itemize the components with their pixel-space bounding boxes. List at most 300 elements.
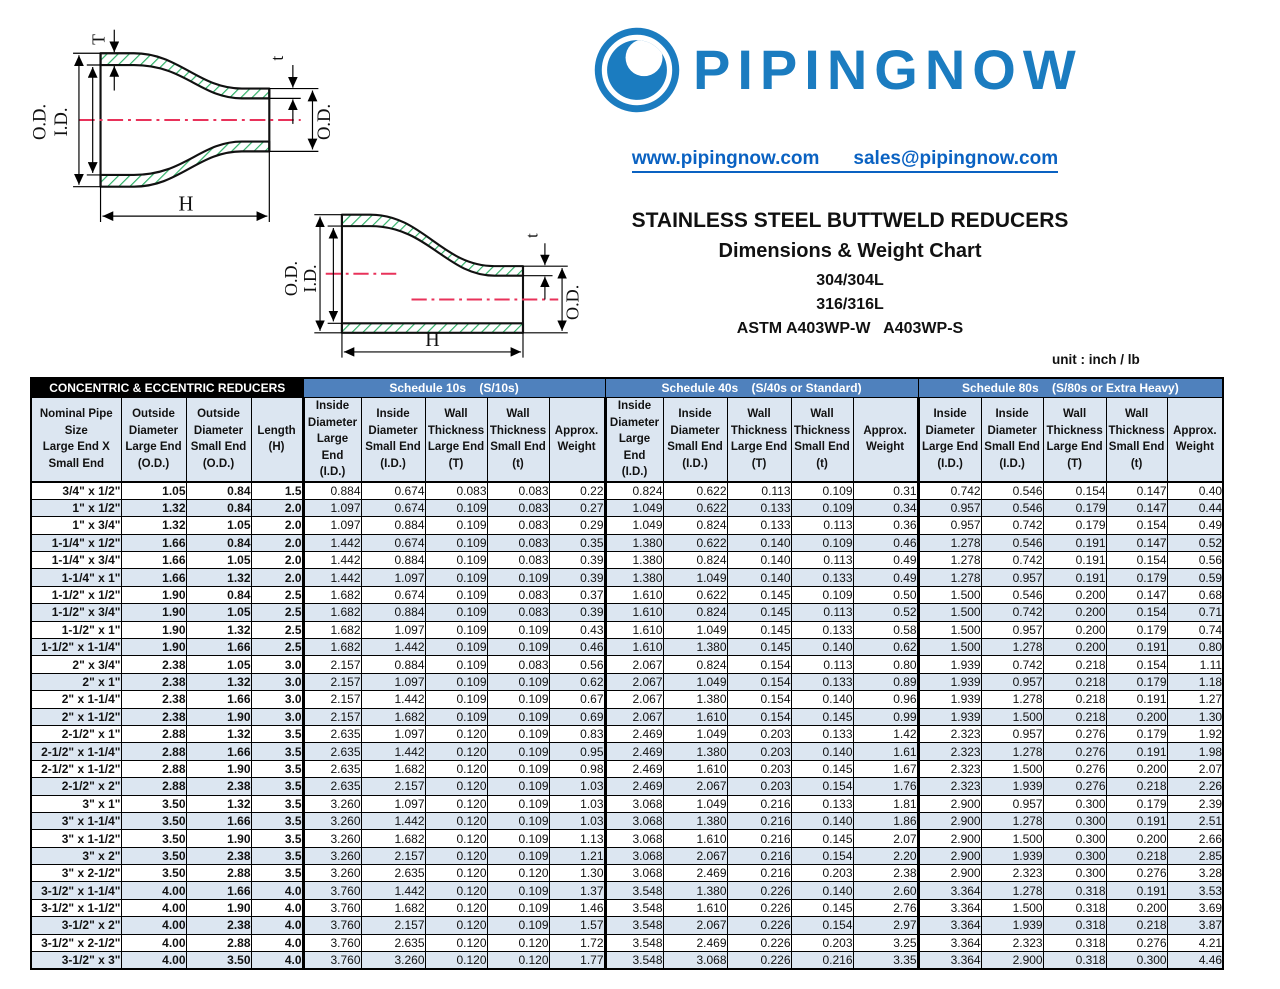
table-row [31, 760, 1223, 777]
table-cell: 0.109 [487, 882, 549, 899]
table-cell: 0.109 [791, 534, 853, 551]
table-cell: 1.03 [549, 795, 605, 812]
table-cell: 2.635 [303, 760, 361, 777]
table-cell: 1.03 [549, 812, 605, 829]
table-cell: 3.548 [605, 917, 663, 934]
table-cell: 0.083 [487, 534, 549, 551]
table-cell: 2.635 [361, 865, 425, 882]
table-cell: 4.0 [251, 882, 303, 899]
table-cell: 0.218 [1043, 673, 1106, 690]
table-cell: 2.38 [121, 708, 186, 725]
table-cell: 0.154 [727, 691, 791, 708]
table-cell: 0.154 [727, 673, 791, 690]
table-cell: 0.083 [487, 586, 549, 603]
table-row [31, 586, 1223, 603]
dim-label-od-large: O.D. [29, 103, 51, 141]
row-size-cell: 2-1/2" x 2" [31, 778, 121, 795]
astm-spec: ASTM A403WP-W A403WP-S [736, 320, 964, 337]
table-cell: 0.218 [1106, 847, 1167, 864]
table-cell: 0.80 [1167, 639, 1223, 656]
table-cell: 0.546 [981, 499, 1043, 516]
table-cell: 2.38 [186, 847, 251, 864]
table-cell: 0.154 [1106, 656, 1167, 673]
table-cell: 0.62 [853, 639, 918, 656]
table-cell: 2.323 [981, 865, 1043, 882]
table-cell: 0.120 [425, 760, 487, 777]
table-cell: 1.610 [663, 708, 727, 725]
table-cell: 0.218 [1106, 778, 1167, 795]
table-cell: 0.145 [727, 586, 791, 603]
table-cell: 0.62 [549, 673, 605, 690]
table-cell: 0.674 [361, 499, 425, 516]
table-cell: 0.147 [1106, 586, 1167, 603]
table-cell: 0.109 [487, 795, 549, 812]
group-header-1: Schedule 10s (S/10s) [303, 378, 605, 398]
table-cell: 0.120 [487, 952, 549, 970]
table-cell: 0.083 [487, 517, 549, 534]
table-cell: 1.097 [361, 725, 425, 742]
table-cell: 1.278 [981, 812, 1043, 829]
table-row [31, 708, 1223, 725]
table-cell: 1.278 [981, 743, 1043, 760]
table-cell: 2.5 [251, 586, 303, 603]
dim-label-wall-large: T [88, 34, 109, 45]
table-cell: 1.32 [186, 621, 251, 638]
table-cell: 1.278 [918, 569, 981, 586]
table-cell: 0.674 [361, 482, 425, 500]
top-wall [101, 53, 270, 98]
table-cell: 0.109 [425, 552, 487, 569]
table-cell: 1.682 [303, 604, 361, 621]
table-cell: 0.145 [727, 639, 791, 656]
table-cell: 0.154 [791, 778, 853, 795]
table-cell: 0.742 [981, 517, 1043, 534]
table-cell: 1.049 [605, 499, 663, 516]
table-cell: 3.5 [251, 812, 303, 829]
table-cell: 0.120 [425, 952, 487, 970]
table-cell: 0.120 [425, 865, 487, 882]
table-cell: 1.66 [186, 812, 251, 829]
table-cell: 0.140 [791, 743, 853, 760]
table-cell: 2.900 [918, 847, 981, 864]
table-cell: 1.90 [121, 586, 186, 603]
table-cell: 0.133 [791, 569, 853, 586]
table-cell: 1.380 [663, 639, 727, 656]
table-cell: 0.140 [791, 691, 853, 708]
table-cell: 1.278 [981, 639, 1043, 656]
table-cell: 1.049 [663, 569, 727, 586]
table-row [31, 865, 1223, 882]
table-row [31, 812, 1223, 829]
table-cell: 1.442 [361, 691, 425, 708]
table-cell: 0.318 [1043, 952, 1106, 970]
table-cell: 1.90 [186, 899, 251, 916]
table-cell: 1.76 [853, 778, 918, 795]
table-cell: 3.364 [918, 952, 981, 970]
row-size-cell: 1" x 3/4" [31, 517, 121, 534]
table-cell: 0.742 [981, 604, 1043, 621]
table-cell: 1.610 [605, 586, 663, 603]
table-cell: 0.300 [1043, 795, 1106, 812]
table-cell: 0.083 [487, 552, 549, 569]
table-cell: 0.29 [549, 517, 605, 534]
dim-label-length: H [178, 193, 194, 216]
row-size-cell: 2" x 1-1/2" [31, 708, 121, 725]
table-cell: 4.00 [121, 934, 186, 951]
table-cell: 0.36 [853, 517, 918, 534]
table-cell: 0.884 [361, 552, 425, 569]
table-cell: 2.067 [663, 778, 727, 795]
table-cell: 1.42 [853, 725, 918, 742]
table-cell: 0.200 [1043, 621, 1106, 638]
row-size-cell: 2" x 1" [31, 673, 121, 690]
table-cell: 0.191 [1106, 639, 1167, 656]
table-cell: 3.50 [121, 830, 186, 847]
table-cell: 1.32 [121, 499, 186, 516]
table-cell: 0.58 [853, 621, 918, 638]
table-cell: 1.500 [981, 899, 1043, 916]
table-cell: 0.546 [981, 586, 1043, 603]
table-cell: 1.097 [303, 517, 361, 534]
table-cell: 2.85 [1167, 847, 1223, 864]
table-cell: 1.380 [663, 691, 727, 708]
table-cell: 0.109 [487, 778, 549, 795]
table-cell: 2.0 [251, 517, 303, 534]
table-cell: 3.364 [918, 882, 981, 899]
table-cell: 1.05 [121, 482, 186, 500]
table-row [31, 482, 1223, 500]
table-cell: 2.157 [361, 778, 425, 795]
table-cell: 1.049 [663, 795, 727, 812]
table-cell: 0.154 [791, 917, 853, 934]
table-cell: 0.154 [727, 656, 791, 673]
table-cell: 0.203 [727, 725, 791, 742]
table-cell: 0.145 [727, 604, 791, 621]
grade-304: 304/304L [816, 272, 884, 289]
table-cell: 0.56 [1167, 552, 1223, 569]
table-cell: 0.957 [981, 621, 1043, 638]
table-row [31, 673, 1223, 690]
table-cell: 4.00 [121, 917, 186, 934]
table-row [31, 778, 1223, 795]
table-cell: 1.32 [121, 517, 186, 534]
table-cell: 0.109 [425, 517, 487, 534]
table-cell: 0.120 [425, 917, 487, 934]
table-cell: 1.380 [663, 743, 727, 760]
column-header: Approx. Weight [1167, 398, 1223, 482]
table-cell: 1.500 [981, 708, 1043, 725]
table-cell: 0.120 [425, 778, 487, 795]
table-cell: 2.88 [121, 743, 186, 760]
table-cell: 4.0 [251, 899, 303, 916]
table-cell: 1.66 [121, 534, 186, 551]
table-cell: 2.51 [1167, 812, 1223, 829]
table-cell: 1.610 [663, 899, 727, 916]
table-cell: 3.5 [251, 760, 303, 777]
table-cell: 0.300 [1043, 830, 1106, 847]
table-cell: 0.226 [727, 952, 791, 970]
grade-316: 316/316L [816, 296, 884, 313]
table-cell: 0.318 [1043, 934, 1106, 951]
table-cell: 1.90 [186, 708, 251, 725]
table-cell: 3.35 [853, 952, 918, 970]
table-row [31, 882, 1223, 899]
table-cell: 0.133 [791, 725, 853, 742]
table-cell: 0.674 [361, 534, 425, 551]
table-cell: 1.380 [663, 882, 727, 899]
table-cell: 3.068 [605, 865, 663, 882]
table-cell: 4.00 [121, 882, 186, 899]
table-row [31, 691, 1223, 708]
table-cell: 2.469 [663, 934, 727, 951]
table-cell: 0.622 [663, 534, 727, 551]
table-cell: 2.5 [251, 621, 303, 638]
table-cell: 3.5 [251, 778, 303, 795]
row-size-cell: 1-1/4" x 1" [31, 569, 121, 586]
table-cell: 0.216 [727, 830, 791, 847]
table-cell: 0.109 [425, 673, 487, 690]
table-cell: 0.884 [303, 482, 361, 500]
dim-label-wall-small: t [267, 55, 288, 61]
table-cell: 0.109 [487, 725, 549, 742]
table-cell: 0.300 [1043, 865, 1106, 882]
column-header: Inside Diameter Large End (I.D.) [605, 398, 663, 482]
table-cell: 0.200 [1043, 586, 1106, 603]
table-cell: 0.957 [981, 725, 1043, 742]
table-cell: 0.154 [727, 708, 791, 725]
table-cell: 0.89 [853, 673, 918, 690]
table-cell: 0.226 [727, 934, 791, 951]
table-cell: 0.109 [425, 691, 487, 708]
row-size-cell: 3" x 1" [31, 795, 121, 812]
table-cell: 3.5 [251, 830, 303, 847]
table-cell: 2.900 [981, 952, 1043, 970]
table-cell: 3.760 [303, 952, 361, 970]
group-header-2: Schedule 40s (S/40s or Standard) [605, 378, 918, 398]
table-cell: 0.74 [1167, 621, 1223, 638]
table-cell: 0.52 [853, 604, 918, 621]
table-cell: 0.276 [1043, 743, 1106, 760]
column-header: Nominal Pipe Size Large End X Small End [31, 398, 121, 482]
row-size-cell: 1-1/2" x 1/2" [31, 586, 121, 603]
table-cell: 0.318 [1043, 917, 1106, 934]
table-cell: 0.145 [791, 830, 853, 847]
table-cell: 1.097 [361, 621, 425, 638]
table-cell: 0.83 [549, 725, 605, 742]
table-cell: 0.109 [487, 621, 549, 638]
table-cell: 0.179 [1043, 517, 1106, 534]
table-cell: 1.610 [605, 604, 663, 621]
table-cell: 3.548 [605, 934, 663, 951]
table-cell: 3.69 [1167, 899, 1223, 916]
table-cell: 0.276 [1106, 865, 1167, 882]
row-size-cell: 3/4" x 1/2" [31, 482, 121, 500]
dim-label-id-large: I.D. [300, 264, 321, 293]
table-cell: 0.59 [1167, 569, 1223, 586]
table-cell: 0.109 [487, 917, 549, 934]
table-cell: 2.157 [303, 708, 361, 725]
table-cell: 0.140 [727, 534, 791, 551]
table-cell: 0.84 [186, 499, 251, 516]
table-cell: 1.72 [549, 934, 605, 951]
table-cell: 2.635 [361, 934, 425, 951]
table-cell: 2.157 [361, 917, 425, 934]
table-cell: 1.61 [853, 743, 918, 760]
row-size-cell: 3-1/2" x 2-1/2" [31, 934, 121, 951]
table-cell: 3.260 [303, 847, 361, 864]
table-cell: 0.300 [1043, 847, 1106, 864]
table-cell: 0.742 [981, 656, 1043, 673]
row-size-cell: 1" x 1/2" [31, 499, 121, 516]
table-cell: 2.38 [121, 691, 186, 708]
table-cell: 1.610 [605, 621, 663, 638]
table-cell: 0.34 [853, 499, 918, 516]
table-cell: 0.191 [1106, 691, 1167, 708]
table-cell: 2.469 [605, 778, 663, 795]
table-cell: 0.109 [425, 499, 487, 516]
table-cell: 1.21 [549, 847, 605, 864]
column-header: Outside Diameter Large End (O.D.) [121, 398, 186, 482]
table-cell: 1.682 [303, 621, 361, 638]
table-cell: 0.120 [425, 830, 487, 847]
table-cell: 0.109 [425, 586, 487, 603]
table-cell: 1.939 [981, 917, 1043, 934]
table-cell: 2.635 [303, 778, 361, 795]
table-cell: 0.200 [1106, 708, 1167, 725]
table-cell: 1.380 [663, 812, 727, 829]
table-cell: 0.140 [791, 639, 853, 656]
table-cell: 2.0 [251, 552, 303, 569]
table-cell: 0.884 [361, 604, 425, 621]
table-cell: 1.097 [361, 673, 425, 690]
table-cell: 0.957 [981, 673, 1043, 690]
table-cell: 0.109 [425, 534, 487, 551]
table-cell: 1.66 [186, 743, 251, 760]
table-cell: 0.147 [1106, 534, 1167, 551]
table-cell: 2.26 [1167, 778, 1223, 795]
table-cell: 2.635 [303, 725, 361, 742]
table-cell: 4.0 [251, 934, 303, 951]
table-cell: 0.200 [1043, 639, 1106, 656]
row-size-cell: 3-1/2" x 1-1/4" [31, 882, 121, 899]
table-cell: 3.28 [1167, 865, 1223, 882]
email-link[interactable]: sales@pipingnow.com [853, 148, 1059, 169]
table-cell: 1.66 [121, 569, 186, 586]
table-cell: 0.84 [186, 534, 251, 551]
table-cell: 0.191 [1106, 743, 1167, 760]
table-cell: 3.50 [121, 795, 186, 812]
table-cell: 2.07 [1167, 760, 1223, 777]
table-cell: 2.0 [251, 569, 303, 586]
table-cell: 1.500 [981, 830, 1043, 847]
table-row [31, 499, 1223, 516]
dim-label-id-large: I.D. [51, 107, 73, 137]
table-cell: 3.068 [663, 952, 727, 970]
table-cell: 2.900 [918, 812, 981, 829]
column-header: Inside Diameter Large End (I.D.) [918, 398, 981, 482]
table-cell: 1.682 [361, 830, 425, 847]
table-cell: 0.191 [1043, 552, 1106, 569]
table-row [31, 725, 1223, 742]
table-cell: 0.179 [1043, 499, 1106, 516]
table-cell: 1.442 [303, 534, 361, 551]
table-cell: 0.154 [1106, 552, 1167, 569]
row-size-cell: 1-1/2" x 1-1/4" [31, 639, 121, 656]
table-group-header-row [31, 378, 1223, 398]
logo [593, 26, 1083, 114]
table-cell: 0.191 [1043, 569, 1106, 586]
table-cell: 0.95 [549, 743, 605, 760]
table-cell: 1.610 [663, 760, 727, 777]
contact-links [600, 148, 1090, 173]
table-cell: 1.90 [121, 621, 186, 638]
table-cell: 3.87 [1167, 917, 1223, 934]
table-cell: 0.218 [1106, 917, 1167, 934]
top-wall [342, 215, 523, 276]
table-cell: 0.35 [549, 534, 605, 551]
column-header: Wall Thickness Small End (t) [487, 398, 549, 482]
table-row [31, 899, 1223, 916]
table-cell: 0.109 [791, 482, 853, 500]
table-cell: 3.760 [303, 882, 361, 899]
row-size-cell: 3" x 1-1/2" [31, 830, 121, 847]
dim-label-od-large: O.D. [281, 260, 302, 297]
website-link[interactable]: www.pipingnow.com [631, 148, 820, 169]
table-row [31, 517, 1223, 534]
table-cell: 2.067 [605, 673, 663, 690]
row-size-cell: 2" x 3/4" [31, 656, 121, 673]
table-cell: 3.260 [303, 812, 361, 829]
table-cell: 0.622 [663, 482, 727, 500]
table-cell: 1.278 [918, 534, 981, 551]
table-cell: 0.957 [918, 499, 981, 516]
table-cell: 0.203 [727, 760, 791, 777]
links-underline [632, 148, 1058, 173]
table-cell: 0.109 [487, 847, 549, 864]
column-header: Inside Diameter Large End (I.D.) [303, 398, 361, 482]
table-cell: 1.98 [1167, 743, 1223, 760]
table-cell: 0.120 [425, 795, 487, 812]
table-cell: 1.500 [918, 604, 981, 621]
dim-label-length: H [425, 329, 440, 352]
table-cell: 0.742 [918, 482, 981, 500]
table-cell: 0.318 [1043, 899, 1106, 916]
table-cell: 1.097 [361, 795, 425, 812]
table-cell: 0.824 [663, 552, 727, 569]
column-header: Wall Thickness Large End (T) [425, 398, 487, 482]
table-cell: 0.43 [549, 621, 605, 638]
table-cell: 4.0 [251, 952, 303, 970]
dim-label-od-small: O.D. [314, 103, 336, 141]
table-row [31, 604, 1223, 621]
table-cell: 1.049 [663, 673, 727, 690]
table-cell: 3.760 [303, 899, 361, 916]
table-cell: 0.218 [1043, 656, 1106, 673]
table-cell: 0.276 [1043, 760, 1106, 777]
table-cell: 0.140 [791, 812, 853, 829]
table-cell: 3.068 [605, 812, 663, 829]
table-cell: 3.5 [251, 795, 303, 812]
table-cell: 1.278 [981, 882, 1043, 899]
table-cell: 0.109 [487, 743, 549, 760]
table-cell: 2.5 [251, 604, 303, 621]
table-cell: 1.86 [853, 812, 918, 829]
table-cell: 1.442 [361, 812, 425, 829]
table-cell: 0.109 [425, 639, 487, 656]
table-cell: 0.957 [918, 517, 981, 534]
table-cell: 1.442 [361, 639, 425, 656]
dim-label-wall-small: t [522, 233, 542, 239]
